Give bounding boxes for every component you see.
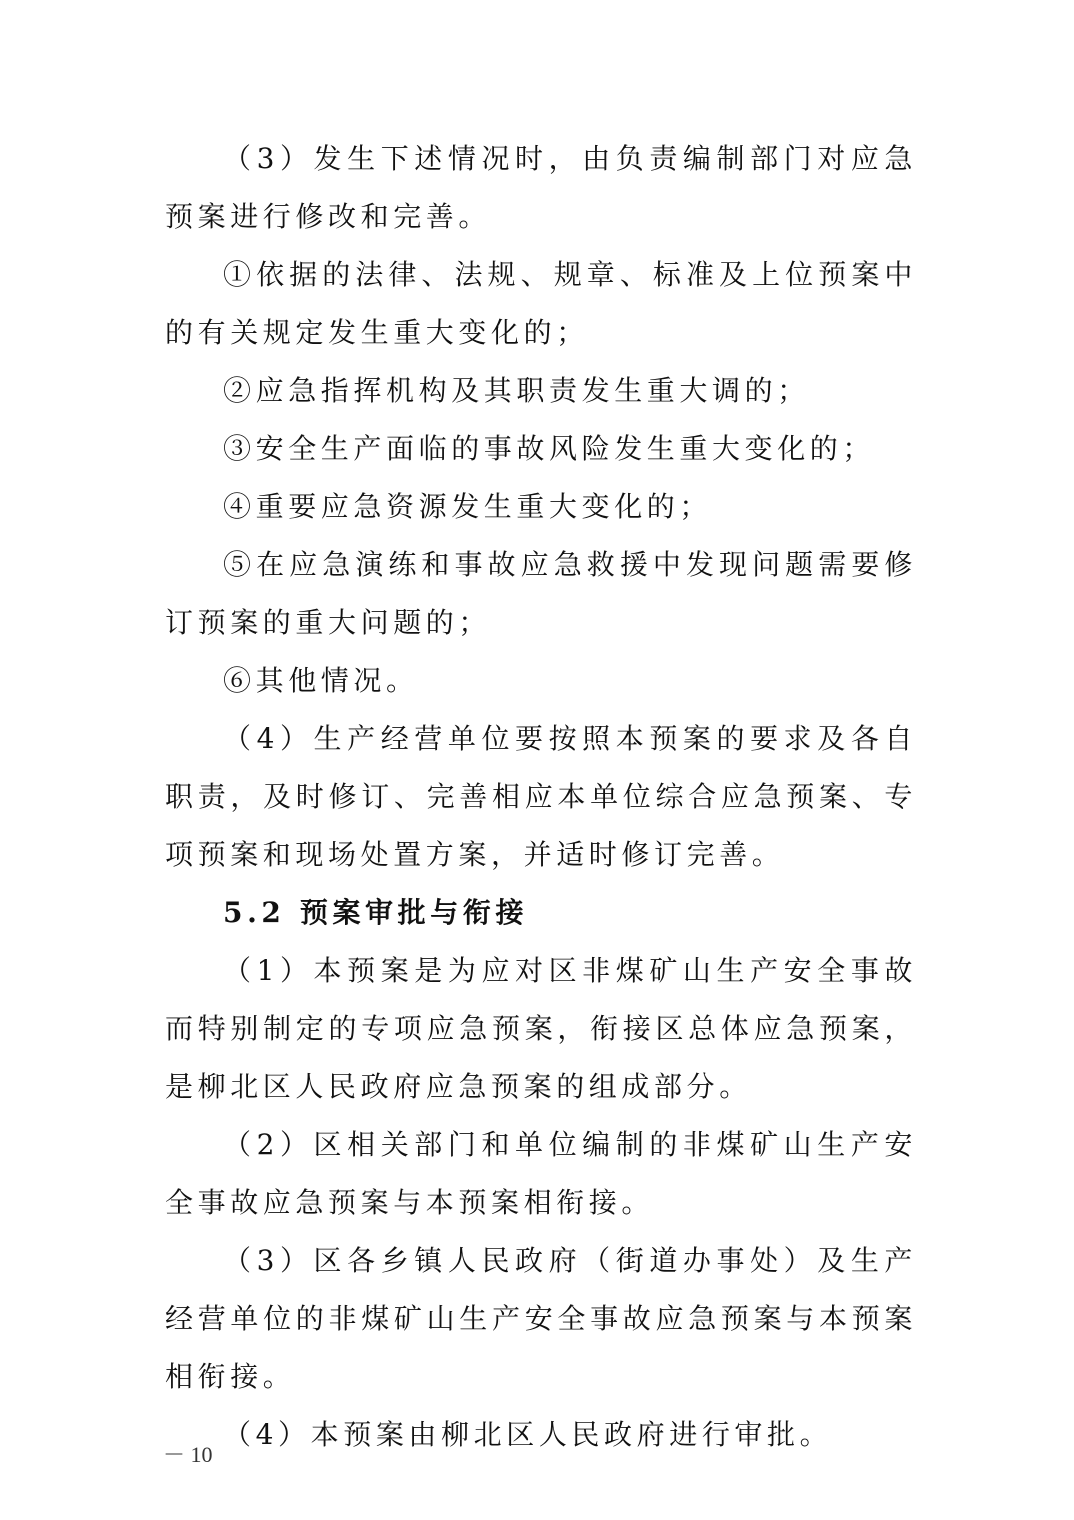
section-paragraph-2: （2）区相关部门和单位编制的非煤矿山生产安全事故应急预案与本预案相衔接。 — [165, 1128, 917, 1219]
paragraph-item-1: ①依据的法律、法规、规章、标准及上位预案中的有关规定发生重大变化的； — [165, 258, 917, 349]
section-paragraph-3: （3）区各乡镇人民政府（街道办事处）及生产经营单位的非煤矿山生产安全事故应急预案与本预案相衔接。 — [165, 1244, 917, 1393]
paragraph-item-2: ②应急指挥机构及其职责发生重大调的； — [223, 374, 810, 407]
paragraph-item-4: ④重要应急资源发生重大变化的； — [223, 490, 713, 523]
paragraph-item-6: ⑥其他情况。 — [223, 664, 419, 697]
section-heading: 5.2 预案审批与衔接 — [223, 896, 529, 929]
section-paragraph-4: （4）本预案由柳北区人民政府进行审批。 — [223, 1418, 833, 1451]
section-paragraph-1: （1）本预案是为应对区非煤矿山生产安全事故而特别制定的专项应急预案，衔接区总体应急预案，是柳北区人民政府应急预案的组成部分。 — [165, 954, 917, 1103]
paragraph-item-5: ⑤在应急演练和事故应急救援中发现问题需要修订预案的重大问题的； — [165, 548, 917, 639]
page-number: － 10 — [163, 1442, 213, 1467]
page-body — [165, 130, 917, 1464]
paragraph-enterprise-revision: （4）生产经营单位要按照本预案的要求及各自职责，及时修订、完善相应本单位综合应急预案、专项预案和现场处置方案，并适时修订完善。 — [165, 722, 917, 871]
paragraph-revision-conditions: （3）发生下述情况时，由负责编制部门对应急预案进行修改和完善。 — [165, 142, 917, 233]
paragraph-item-3: ③安全生产面临的事故风险发生重大变化的； — [223, 432, 876, 465]
